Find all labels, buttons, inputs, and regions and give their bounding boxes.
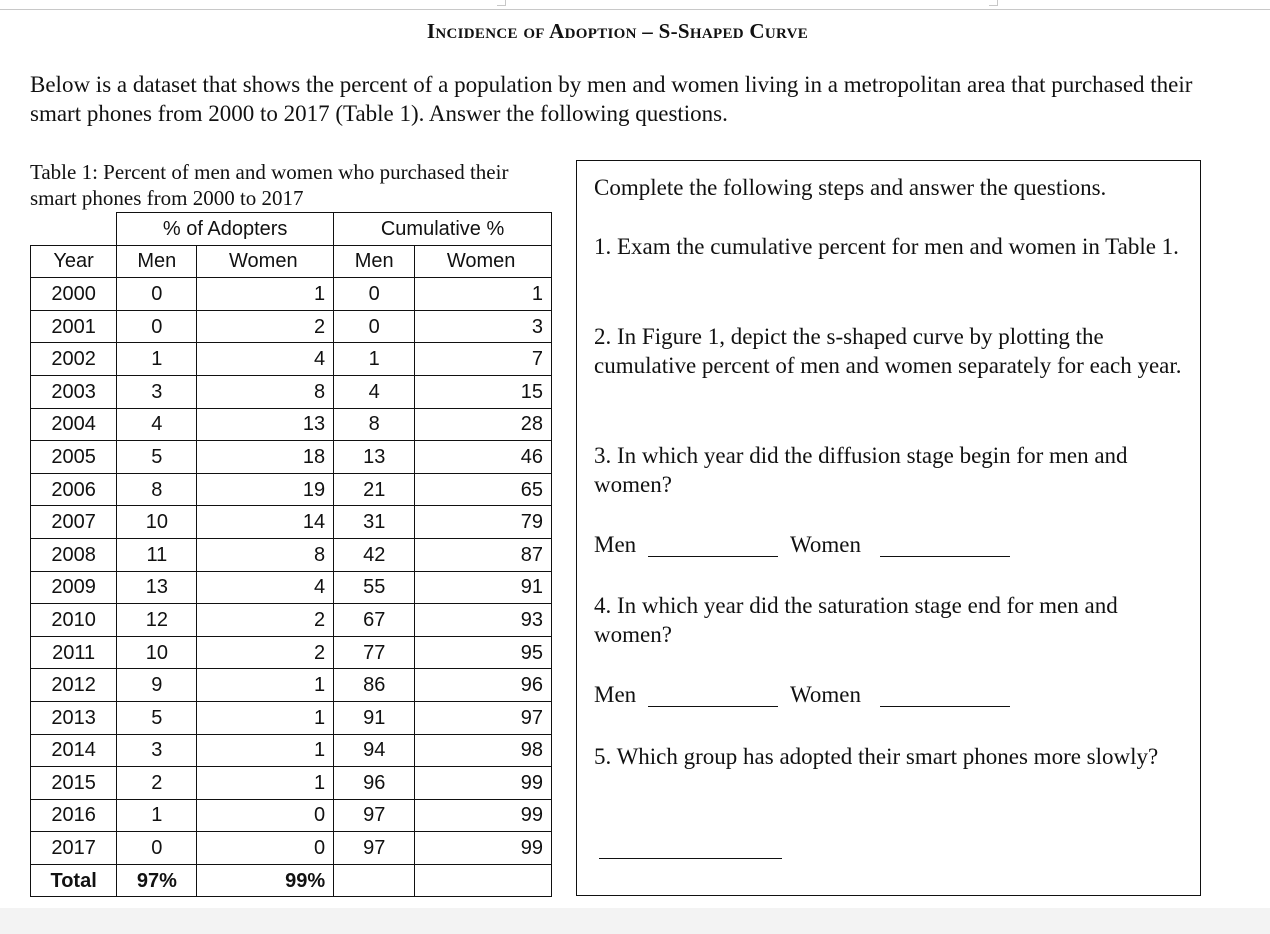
table-cell: 95 bbox=[415, 636, 552, 669]
q4-women-answer-line[interactable] bbox=[880, 706, 1010, 707]
table-cell: 1 bbox=[197, 767, 334, 800]
question-2: 2. In Figure 1, depict the s-shaped curve by plotting the cumulative percent of men and women separately for each year. bbox=[594, 324, 1182, 378]
table-cell: 8 bbox=[117, 473, 197, 506]
table-cell: 96 bbox=[415, 669, 552, 702]
page-corner-mark bbox=[989, 0, 998, 6]
table-column-header-row bbox=[31, 245, 552, 278]
question-4: 4. In which year did the saturation stage end for men and women? bbox=[594, 593, 1118, 647]
table-cell: 18 bbox=[197, 441, 334, 474]
table-cell: 4 bbox=[334, 375, 415, 408]
table-row bbox=[31, 408, 552, 441]
table-row bbox=[31, 669, 552, 702]
table-cell: 86 bbox=[334, 669, 415, 702]
table-body bbox=[31, 278, 552, 865]
table-cell: 13 bbox=[117, 571, 197, 604]
table-cell: 87 bbox=[415, 538, 552, 571]
table-cell: 99 bbox=[415, 799, 552, 832]
table-cell: 42 bbox=[334, 538, 415, 571]
table-cell: 9 bbox=[117, 669, 197, 702]
table-cell: 1 bbox=[197, 278, 334, 311]
table-column-header: Men bbox=[117, 245, 197, 278]
table-cell: 2 bbox=[197, 636, 334, 669]
table-row bbox=[31, 343, 552, 376]
table-cell: 3 bbox=[415, 310, 552, 343]
table-cell: 2 bbox=[117, 767, 197, 800]
table-cell: 2000 bbox=[31, 278, 117, 311]
adoption-table bbox=[30, 212, 552, 897]
q3-men-label: Men bbox=[594, 532, 637, 557]
table-cell: 2002 bbox=[31, 343, 117, 376]
table-row bbox=[31, 767, 552, 800]
table-cell: 93 bbox=[415, 604, 552, 637]
table-cell: 2011 bbox=[31, 636, 117, 669]
table-row bbox=[31, 799, 552, 832]
table-header-blank bbox=[31, 213, 117, 246]
intro-paragraph: Below is a dataset that shows the percent of a population by men and women living in a metropolitan area that purchased their smart phones from 2000 to 2017 (Table 1). Answer the following questions. bbox=[30, 72, 1193, 126]
table-column-header: Women bbox=[197, 245, 334, 278]
table-cell: 1 bbox=[197, 669, 334, 702]
table-row bbox=[31, 734, 552, 767]
q4-men-label: Men bbox=[594, 682, 637, 707]
q4-men-answer-line[interactable] bbox=[648, 706, 778, 707]
table-group-header: % of Adopters bbox=[117, 213, 334, 246]
table-cell: 28 bbox=[415, 408, 552, 441]
table-column-header: Year bbox=[31, 245, 117, 278]
table-cell: 99% bbox=[197, 864, 334, 897]
table-cell: 2006 bbox=[31, 473, 117, 506]
table-cell: 91 bbox=[334, 701, 415, 734]
q5-answer-line[interactable] bbox=[599, 858, 782, 859]
table-cell: 13 bbox=[197, 408, 334, 441]
table-row bbox=[31, 310, 552, 343]
table-cell: 98 bbox=[415, 734, 552, 767]
table-cell: 97 bbox=[415, 701, 552, 734]
table-row bbox=[31, 473, 552, 506]
table-cell: 15 bbox=[415, 375, 552, 408]
table-cell: 8 bbox=[197, 538, 334, 571]
table-cell: 0 bbox=[197, 832, 334, 865]
table-row bbox=[31, 571, 552, 604]
table-cell: 2003 bbox=[31, 375, 117, 408]
table-cell: 99 bbox=[415, 767, 552, 800]
table-cell: 21 bbox=[334, 473, 415, 506]
table-cell: 1 bbox=[117, 799, 197, 832]
table-row bbox=[31, 375, 552, 408]
table-cell: 99 bbox=[415, 832, 552, 865]
table-cell: 46 bbox=[415, 441, 552, 474]
table-cell: 4 bbox=[197, 343, 334, 376]
table-cell: 2009 bbox=[31, 571, 117, 604]
table-cell: 0 bbox=[197, 799, 334, 832]
page-bottom-strip bbox=[0, 908, 1270, 934]
table-cell: 1 bbox=[197, 701, 334, 734]
table-cell: 97 bbox=[334, 799, 415, 832]
table-row bbox=[31, 832, 552, 865]
table-cell: 2013 bbox=[31, 701, 117, 734]
table-column-header: Women bbox=[415, 245, 552, 278]
table-cell: 2 bbox=[197, 310, 334, 343]
table-cell: 0 bbox=[334, 278, 415, 311]
table-cell: 4 bbox=[197, 571, 334, 604]
table-cell: 97% bbox=[117, 864, 197, 897]
table-cell: 67 bbox=[334, 604, 415, 637]
table-row bbox=[31, 604, 552, 637]
table-cell: 8 bbox=[334, 408, 415, 441]
table-cell: 2004 bbox=[31, 408, 117, 441]
table-cell: 1 bbox=[334, 343, 415, 376]
table-cell: 0 bbox=[334, 310, 415, 343]
table-cell: 12 bbox=[117, 604, 197, 637]
table-cell: 2 bbox=[197, 604, 334, 637]
table-cell: 97 bbox=[334, 832, 415, 865]
table-cell: 11 bbox=[117, 538, 197, 571]
table-row bbox=[31, 538, 552, 571]
table-cell: 2014 bbox=[31, 734, 117, 767]
q3-women-label: Women bbox=[790, 532, 861, 557]
table-cell: 3 bbox=[117, 734, 197, 767]
table-row bbox=[31, 278, 552, 311]
table-cell: 3 bbox=[117, 375, 197, 408]
table-cell: 1 bbox=[197, 734, 334, 767]
table-cell: 5 bbox=[117, 441, 197, 474]
table-cell: 2007 bbox=[31, 506, 117, 539]
table-cell bbox=[415, 864, 552, 897]
q3-men-answer-line[interactable] bbox=[648, 556, 778, 557]
questions-box bbox=[576, 160, 1201, 896]
question-3: 3. In which year did the diffusion stage begin for men and women? bbox=[594, 443, 1128, 497]
table-cell: 14 bbox=[197, 506, 334, 539]
questions-intro: Complete the following steps and answer the questions. bbox=[594, 175, 1107, 200]
table-cell: 0 bbox=[117, 310, 197, 343]
page-top-rule bbox=[0, 9, 1270, 10]
q3-women-answer-line[interactable] bbox=[880, 556, 1010, 557]
table-row bbox=[31, 701, 552, 734]
table-cell: 1 bbox=[117, 343, 197, 376]
table-cell: 19 bbox=[197, 473, 334, 506]
table-cell: 13 bbox=[334, 441, 415, 474]
table-cell: 0 bbox=[117, 278, 197, 311]
table-cell: 79 bbox=[415, 506, 552, 539]
table-cell: 8 bbox=[197, 375, 334, 408]
table-cell: Total bbox=[31, 864, 117, 897]
page-title: Incidence of Adoption – S-Shaped Curve bbox=[426, 19, 809, 43]
table-cell: 5 bbox=[117, 701, 197, 734]
table-cell: 2010 bbox=[31, 604, 117, 637]
table-row bbox=[31, 636, 552, 669]
table-cell: 91 bbox=[415, 571, 552, 604]
table-cell: 2015 bbox=[31, 767, 117, 800]
table-group-header: Cumulative % bbox=[334, 213, 552, 246]
table-cell: 7 bbox=[415, 343, 552, 376]
table-cell: 65 bbox=[415, 473, 552, 506]
table-cell: 77 bbox=[334, 636, 415, 669]
question-1: 1. Exam the cumulative percent for men and women in Table 1. bbox=[594, 234, 1179, 259]
table-total-row bbox=[31, 864, 552, 897]
table-row bbox=[31, 441, 552, 474]
table-cell: 96 bbox=[334, 767, 415, 800]
table-column-header: Men bbox=[334, 245, 415, 278]
table-cell: 1 bbox=[415, 278, 552, 311]
table-cell: 10 bbox=[117, 636, 197, 669]
question-5: 5. Which group has adopted their smart phones more slowly? bbox=[594, 744, 1159, 769]
table-cell: 2012 bbox=[31, 669, 117, 702]
table-cell: 2017 bbox=[31, 832, 117, 865]
table-cell: 55 bbox=[334, 571, 415, 604]
table-group-header-row bbox=[31, 213, 552, 246]
table-row bbox=[31, 506, 552, 539]
table-cell: 94 bbox=[334, 734, 415, 767]
q4-women-label: Women bbox=[790, 682, 861, 707]
table-cell: 31 bbox=[334, 506, 415, 539]
page-corner-mark bbox=[497, 0, 506, 6]
table-caption: Table 1: Percent of men and women who purchased their smart phones from 2000 to 2017 bbox=[30, 160, 509, 210]
table-cell: 2005 bbox=[31, 441, 117, 474]
table-cell: 2016 bbox=[31, 799, 117, 832]
table-cell: 2001 bbox=[31, 310, 117, 343]
table-cell: 2008 bbox=[31, 538, 117, 571]
table-cell bbox=[334, 864, 415, 897]
table-cell: 0 bbox=[117, 832, 197, 865]
table-cell: 10 bbox=[117, 506, 197, 539]
table-cell: 4 bbox=[117, 408, 197, 441]
